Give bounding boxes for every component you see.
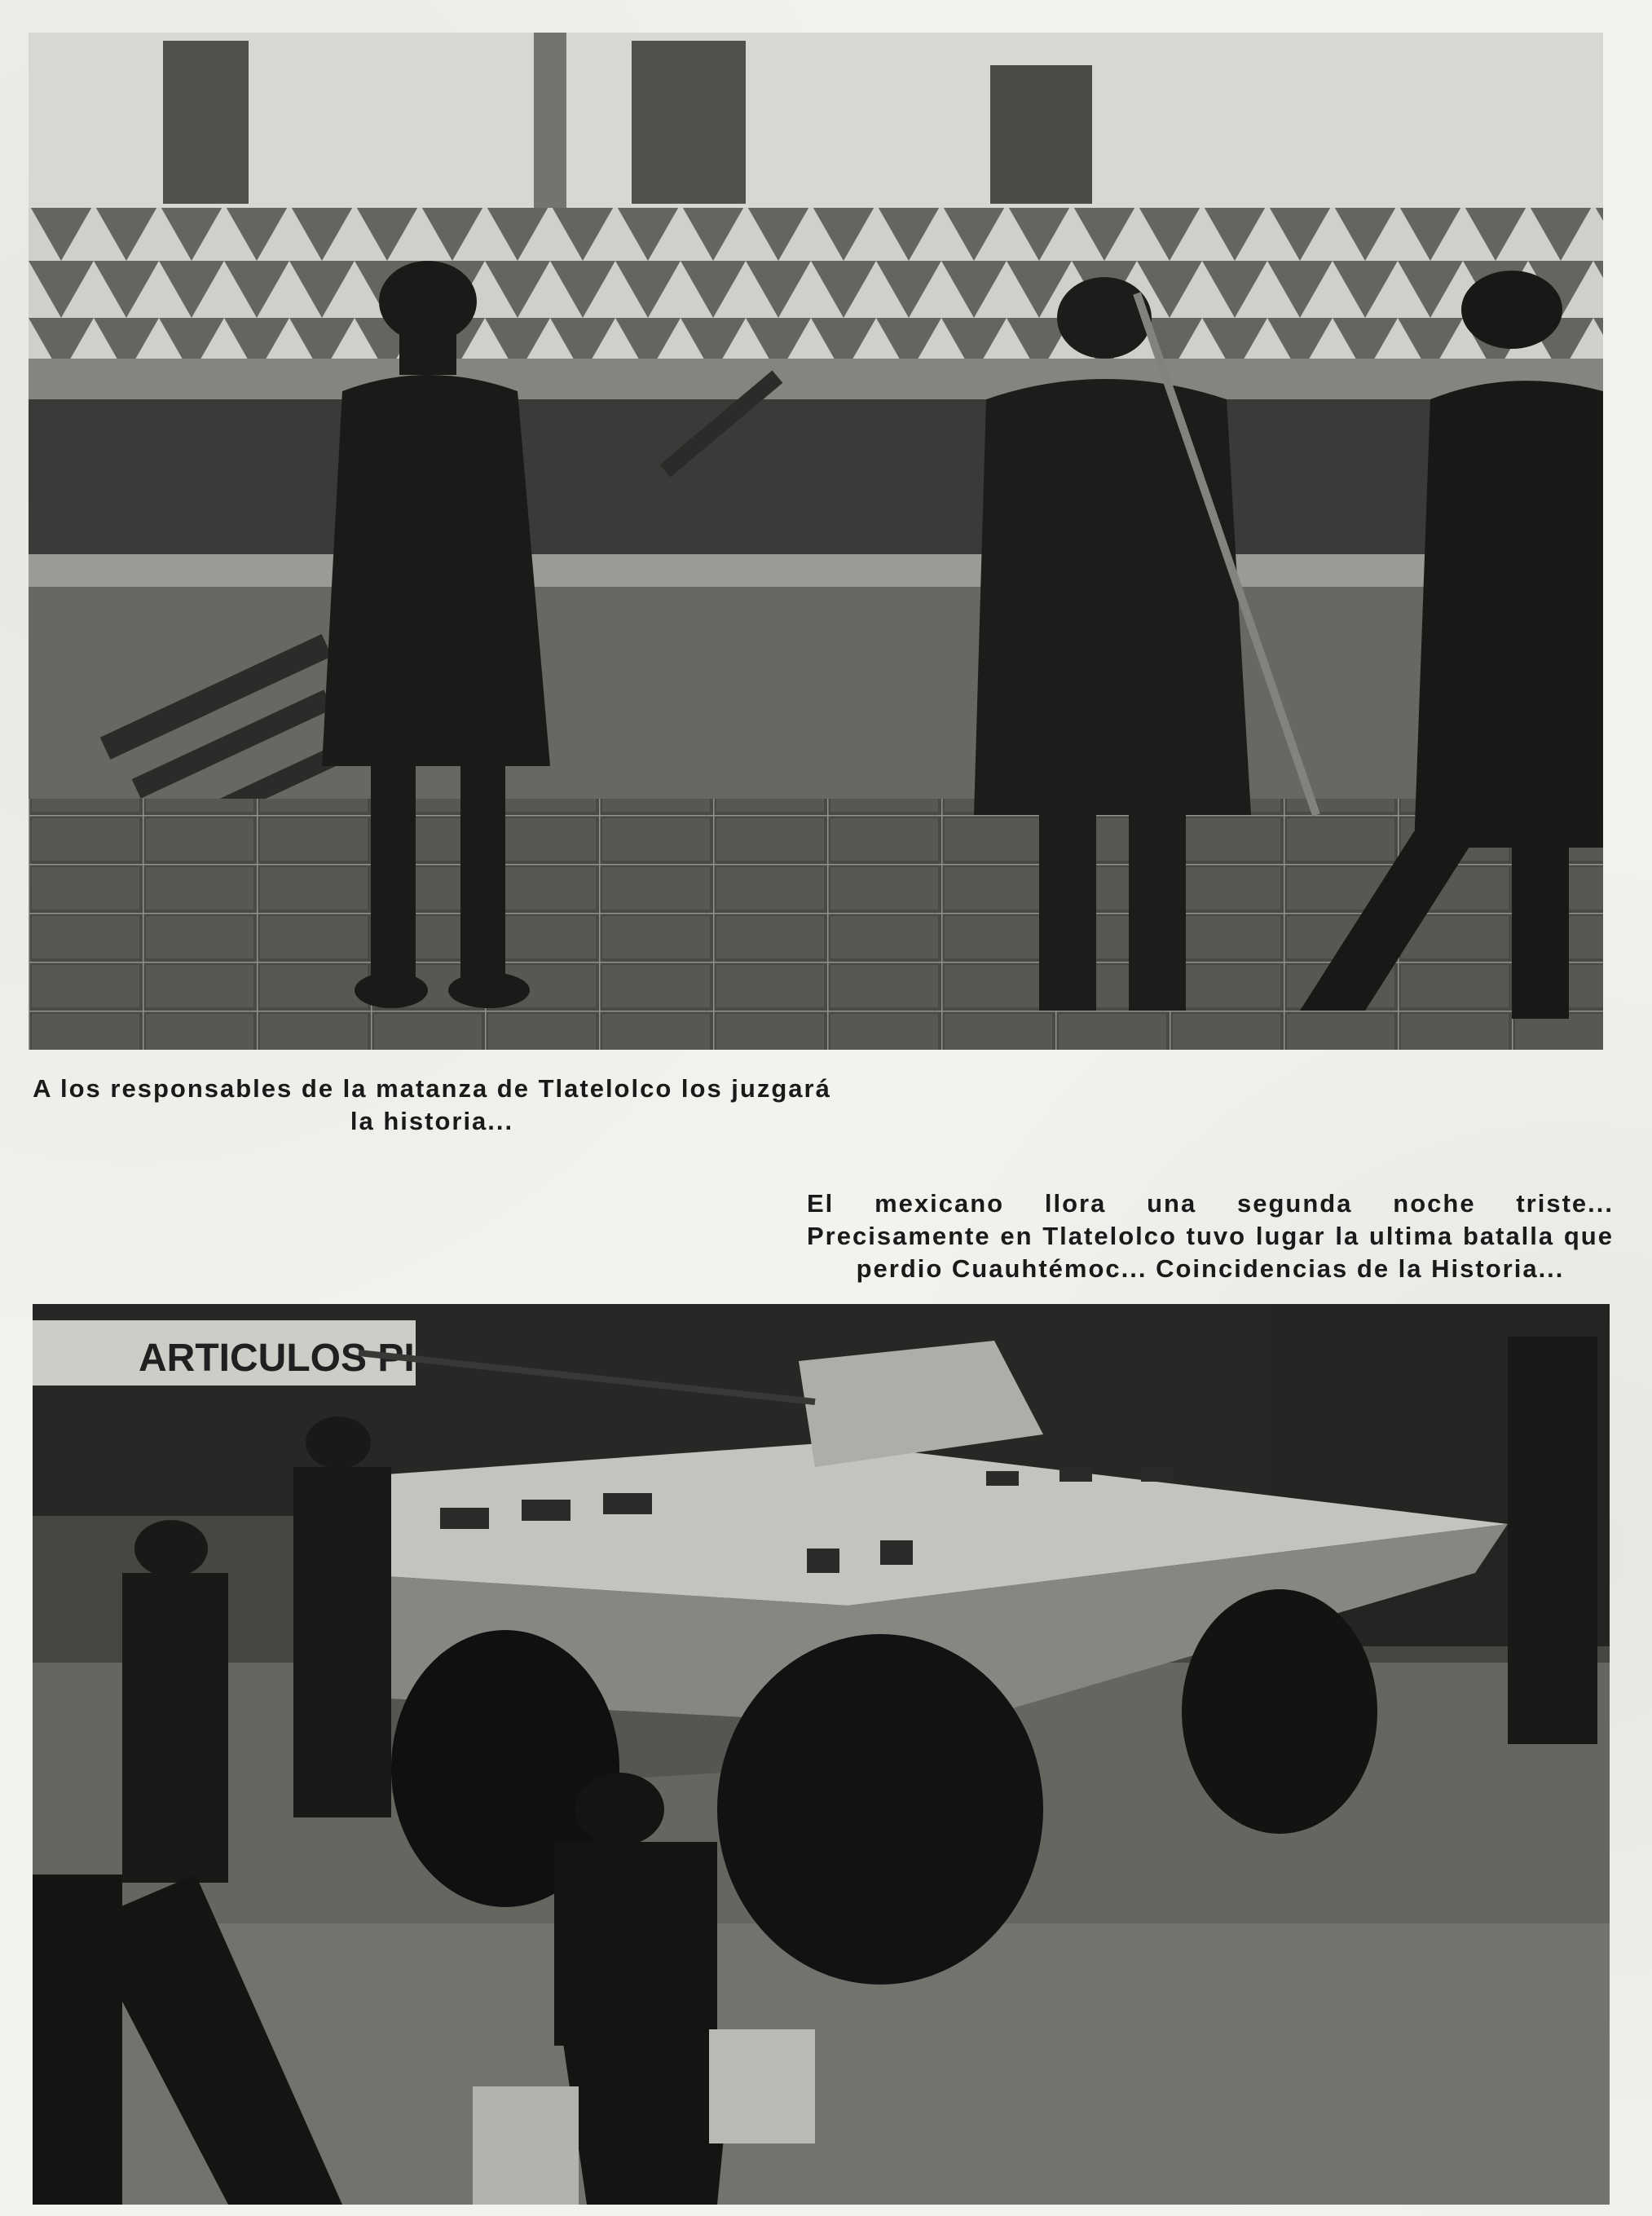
caption-top: A los responsables de la matanza de Tlatelolco los juzgará la historia... <box>33 1074 831 1135</box>
shop-sign-text: ARTICULOS PI <box>139 1337 415 1380</box>
photo-soldiers-plaza <box>29 33 1603 1050</box>
photo-armored-vehicle <box>33 1304 1610 2205</box>
caption-bottom: El mexicano llora una segunda noche triste... Precisamente en Tlatelolco tuvo lugar la ultima batalla que perdio Cuauhtémoc... Coincidencias de la Historia... <box>807 1189 1614 1283</box>
